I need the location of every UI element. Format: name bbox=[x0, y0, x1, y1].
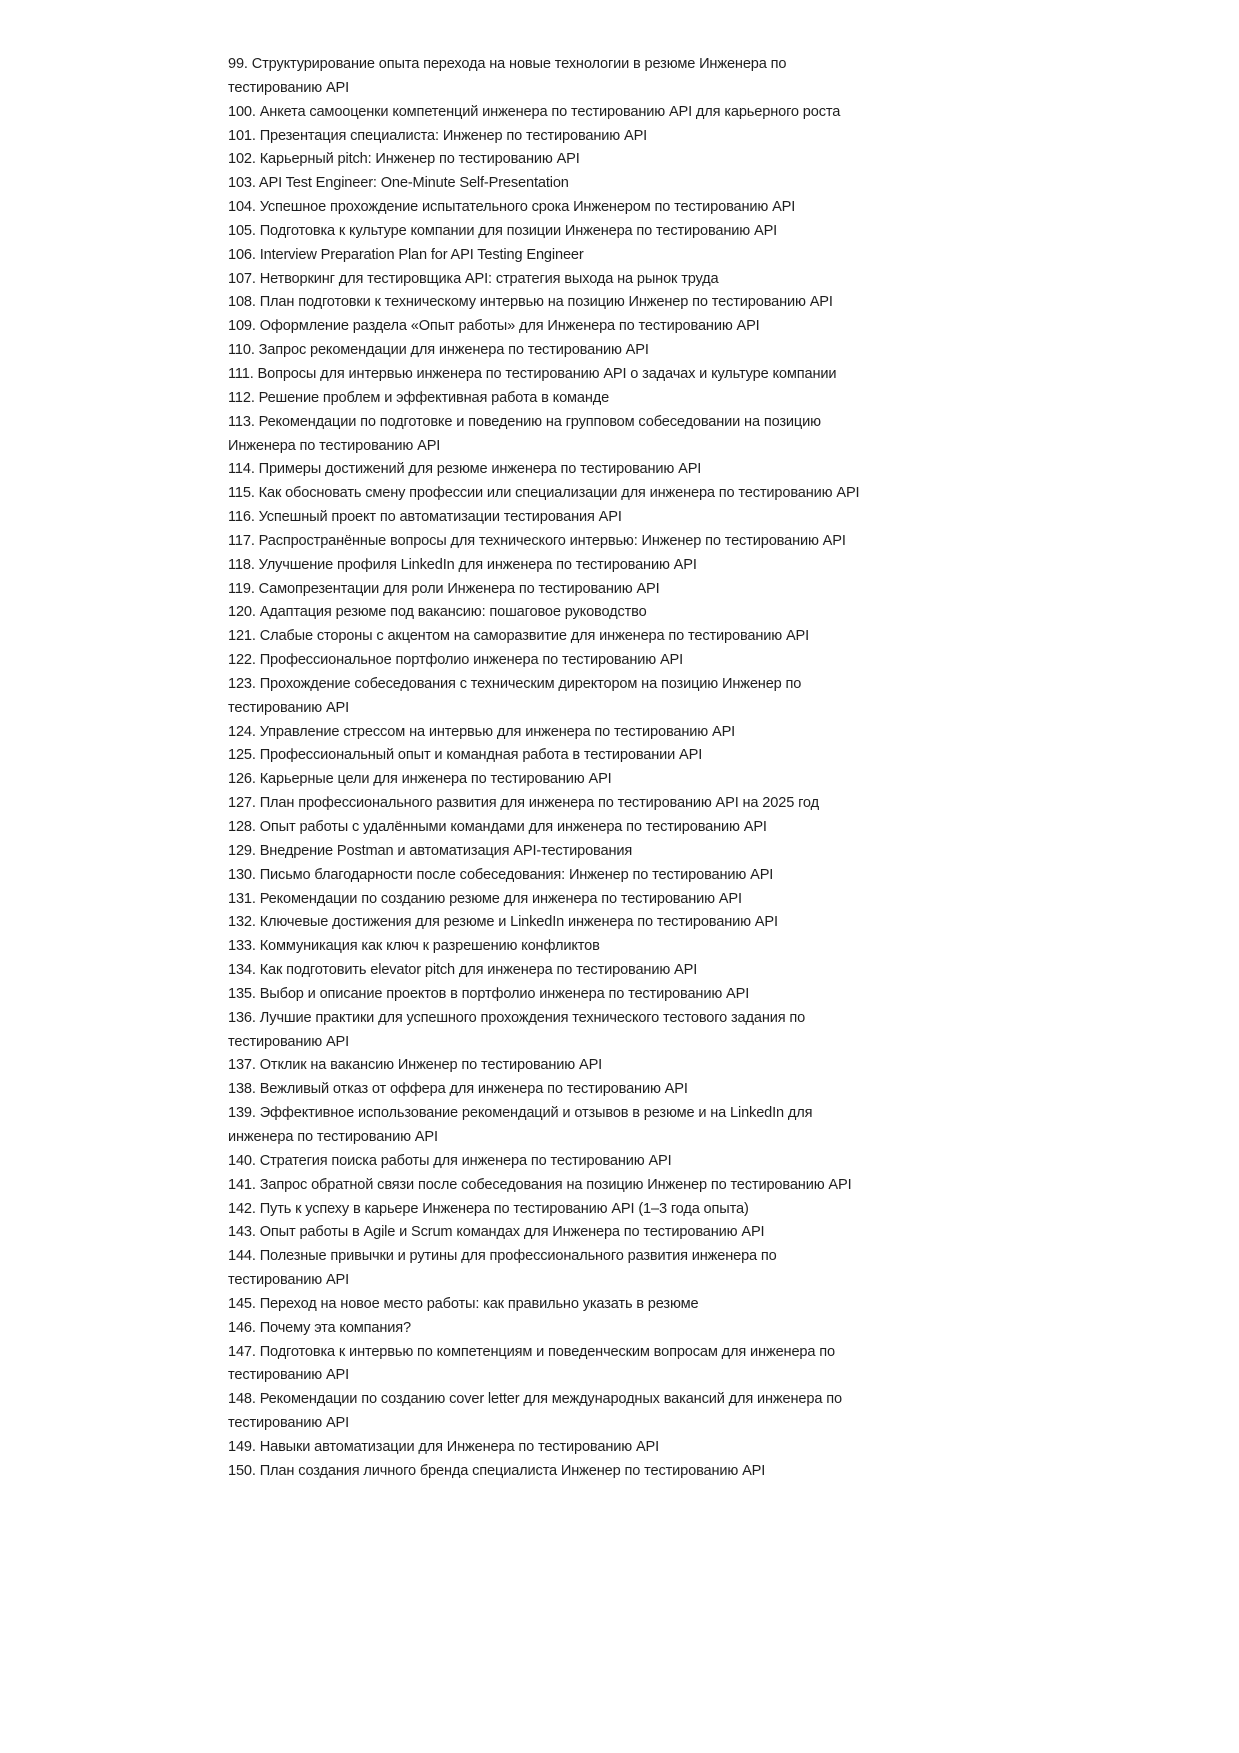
list-item-text: 138. Вежливый отказ от оффера для инженера по тестированию API bbox=[228, 1081, 688, 1098]
list-item bbox=[228, 1007, 928, 1055]
list-item bbox=[228, 935, 928, 959]
list-item-text-continuation: тестированию API bbox=[228, 1272, 350, 1289]
list-item bbox=[228, 268, 928, 292]
list-item-text: 131. Рекомендации по созданию резюме для инженера по тестированию API bbox=[228, 890, 742, 907]
list-item bbox=[228, 1293, 928, 1317]
list-item bbox=[228, 601, 928, 625]
list-item bbox=[228, 244, 928, 268]
list-item-text: 142. Путь к успеху в карьере Инженера по тестированию API (1–3 года опыта) bbox=[228, 1200, 749, 1217]
list-item-text: 107. Нетворкинг для тестировщика API: стратегия выхода на рынок труда bbox=[228, 270, 719, 287]
list-item bbox=[228, 840, 928, 864]
list-item bbox=[228, 1245, 928, 1293]
list-item bbox=[228, 291, 928, 315]
list-item-text: 111. Вопросы для интервью инженера по тестированию API о задачах и культуре компании bbox=[228, 365, 837, 382]
list-item-text: 149. Навыки автоматизации для Инженера по тестированию API bbox=[228, 1438, 660, 1455]
list-item bbox=[228, 1221, 928, 1245]
list-item-text: 148. Рекомендации по созданию cover letter для международных вакансий для инженера по bbox=[228, 1391, 842, 1408]
list-item-text: 105. Подготовка к культуре компании для позиции Инженера по тестированию API bbox=[228, 222, 778, 239]
list-item-text: 123. Прохождение собеседования с техническим директором на позицию Инженер по bbox=[228, 675, 802, 692]
list-item-text: 134. Как подготовить elevator pitch для инженера по тестированию API bbox=[228, 962, 698, 979]
list-item bbox=[228, 1078, 928, 1102]
list-item bbox=[228, 482, 928, 506]
list-item-text: 137. Отклик на вакансию Инженер по тестированию API bbox=[228, 1057, 603, 1074]
list-item-text: 130. Письмо благодарности после собеседования: Инженер по тестированию API bbox=[228, 866, 774, 883]
list-item-text: 100. Анкета самооценки компетенций инженера по тестированию API для карьерного роста bbox=[228, 103, 841, 120]
list-item-text-continuation: Инженера по тестированию API bbox=[228, 437, 441, 454]
list-item bbox=[228, 673, 928, 721]
list-item bbox=[228, 721, 928, 745]
list-item bbox=[228, 911, 928, 935]
list-item-text: 116. Успешный проект по автоматизации тестирования API bbox=[228, 509, 622, 526]
list-item-text: 104. Успешное прохождение испытательного срока Инженером по тестированию API bbox=[228, 199, 796, 216]
list-item-text: 109. Оформление раздела «Опыт работы» для Инженера по тестированию API bbox=[228, 318, 760, 335]
list-item-text-continuation: тестированию API bbox=[228, 1415, 350, 1432]
list-item-text-continuation: тестированию API bbox=[228, 79, 350, 96]
list-item-text: 129. Внедрение Postman и автоматизация API-тестирования bbox=[228, 842, 633, 859]
list-item bbox=[228, 387, 928, 411]
list-item bbox=[228, 792, 928, 816]
list-item bbox=[228, 1436, 928, 1460]
list-item bbox=[228, 506, 928, 530]
list-item-text: 108. План подготовки к техническому интервью на позицию Инженер по тестированию API bbox=[228, 294, 833, 311]
list-item-text: 126. Карьерные цели для инженера по тестированию API bbox=[228, 771, 612, 788]
list-item bbox=[228, 172, 928, 196]
list-item-text: 122. Профессиональное портфолио инженера по тестированию API bbox=[228, 652, 684, 669]
list-item-text-continuation: тестированию API bbox=[228, 699, 350, 716]
list-item-text: 145. Переход на новое место работы: как правильно указать в резюме bbox=[228, 1295, 699, 1312]
list-item bbox=[228, 125, 928, 149]
list-item-text: 103. API Test Engineer: One-Minute Self-Presentation bbox=[228, 175, 569, 192]
list-item-text: 110. Запрос рекомендации для инженера по тестированию API bbox=[228, 342, 649, 359]
list-item-text: 125. Профессиональный опыт и командная работа в тестировании API bbox=[228, 747, 703, 764]
list-item bbox=[228, 1317, 928, 1341]
list-item-text: 133. Коммуникация как ключ к разрешению конфликтов bbox=[228, 938, 600, 955]
list-item bbox=[228, 768, 928, 792]
list-item bbox=[228, 816, 928, 840]
list-item-text: 101. Презентация специалиста: Инженер по тестированию API bbox=[228, 127, 648, 144]
list-item-text: 99. Структурирование опыта перехода на новые технологии в резюме Инженера по bbox=[228, 56, 787, 72]
list-item bbox=[228, 1341, 928, 1389]
list-item-text: 117. Распространённые вопросы для технического интервью: Инженер по тестированию API bbox=[228, 532, 846, 549]
list-item-text: 124. Управление стрессом на интервью для инженера по тестированию API bbox=[228, 723, 736, 740]
list-item-text: 113. Рекомендации по подготовке и поведению на групповом собеседовании на позицию bbox=[228, 413, 821, 430]
list-item-text: 132. Ключевые достижения для резюме и LinkedIn инженера по тестированию API bbox=[228, 914, 778, 931]
list-item bbox=[228, 1460, 928, 1484]
list-item bbox=[228, 148, 928, 172]
list-item-text: 119. Самопрезентации для роли Инженера по тестированию API bbox=[228, 580, 660, 597]
list-item-text: 139. Эффективное использование рекомендаций и отзывов в резюме и на LinkedIn для bbox=[228, 1105, 813, 1122]
list-item-text-continuation: тестированию API bbox=[228, 1033, 350, 1050]
list-item bbox=[228, 220, 928, 244]
list-item bbox=[228, 1198, 928, 1222]
list-item-text: 143. Опыт работы в Agile и Scrum командах для Инженера по тестированию API bbox=[228, 1224, 765, 1241]
list-item bbox=[228, 1102, 928, 1150]
list-item-text: 150. План создания личного бренда специалиста Инженер по тестированию API bbox=[228, 1462, 766, 1479]
list-item bbox=[228, 411, 928, 459]
list-item-text: 144. Полезные привычки и рутины для профессионального развития инженера по bbox=[228, 1248, 777, 1265]
list-item bbox=[228, 959, 928, 983]
list-item-text-continuation: инженера по тестированию API bbox=[228, 1128, 438, 1145]
list-item-text: 102. Карьерный pitch: Инженер по тестированию API bbox=[228, 151, 580, 168]
list-item bbox=[228, 1388, 928, 1436]
list-item-text: 112. Решение проблем и эффективная работа в команде bbox=[228, 389, 610, 406]
list-item bbox=[228, 1054, 928, 1078]
list-item bbox=[228, 625, 928, 649]
list-item bbox=[228, 744, 928, 768]
list-item-text: 127. План профессионального развития для инженера по тестированию API на 2025 год bbox=[228, 795, 819, 812]
list-item bbox=[228, 339, 928, 363]
list-item-text: 141. Запрос обратной связи после собеседования на позицию Инженер по тестированию API bbox=[228, 1176, 852, 1193]
list-item bbox=[228, 101, 928, 125]
list-item bbox=[228, 196, 928, 220]
list-item-text: 128. Опыт работы с удалёнными командами для инженера по тестированию API bbox=[228, 819, 767, 835]
list-item bbox=[228, 888, 928, 912]
list-item bbox=[228, 649, 928, 673]
list-item-text: 146. Почему эта компания? bbox=[228, 1319, 412, 1336]
list-item bbox=[228, 53, 928, 101]
list-item-text: 118. Улучшение профиля LinkedIn для инженера по тестированию API bbox=[228, 556, 697, 573]
list-item-text: 114. Примеры достижений для резюме инженера по тестированию API bbox=[228, 461, 702, 478]
list-item-text: 120. Адаптация резюме под вакансию: пошаговое руководство bbox=[228, 604, 647, 621]
list-item bbox=[228, 363, 928, 387]
list-item bbox=[228, 554, 928, 578]
topic-list bbox=[228, 53, 928, 1484]
list-item-text: 106. Interview Preparation Plan for API Testing Engineer bbox=[228, 246, 584, 263]
list-item bbox=[228, 315, 928, 339]
list-item-text-continuation: тестированию API bbox=[228, 1367, 350, 1384]
list-item-text: 140. Стратегия поиска работы для инженера по тестированию API bbox=[228, 1152, 672, 1169]
list-item-text: 136. Лучшие практики для успешного прохождения технического тестового задания по bbox=[228, 1009, 806, 1026]
list-item bbox=[228, 1150, 928, 1174]
list-item-text: 121. Слабые стороны с акцентом на саморазвитие для инженера по тестированию API bbox=[228, 628, 810, 645]
list-item-text: 115. Как обосновать смену профессии или специализации для инженера по тестированию API bbox=[228, 485, 860, 502]
list-item-text: 147. Подготовка к интервью по компетенциям и поведенческим вопросам для инженера по bbox=[228, 1343, 835, 1360]
list-item bbox=[228, 864, 928, 888]
list-item bbox=[228, 458, 928, 482]
list-item bbox=[228, 578, 928, 602]
list-item bbox=[228, 1174, 928, 1198]
list-item bbox=[228, 530, 928, 554]
list-item bbox=[228, 983, 928, 1007]
list-item-text: 135. Выбор и описание проектов в портфолио инженера по тестированию API bbox=[228, 985, 750, 1002]
